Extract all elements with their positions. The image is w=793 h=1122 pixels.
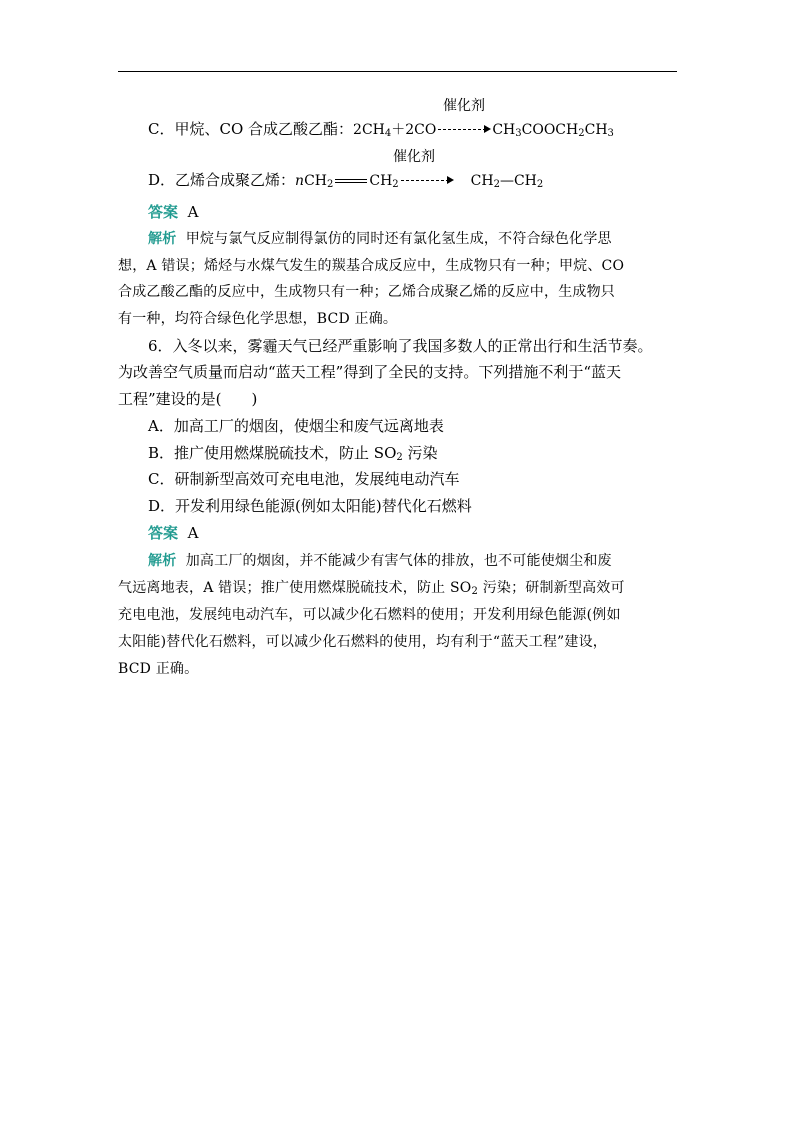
double-bond: [333, 170, 369, 190]
option-c-lhs: $2CH_4+2CO$: [353, 122, 437, 139]
option-c: [148, 119, 680, 140]
option-d-product: $CH_2—CH_2$: [470, 173, 544, 190]
q6-stem-line: 6．入冬以来，雾霾天气已经严重影响了我国多数人的正常出行和生活节奏。: [148, 337, 653, 355]
q6-explain-line: 太阳能)替代化石燃料，可以减少化石燃料的使用，均有利于“蓝天工程”建设，: [118, 634, 607, 650]
q5-explain-line: 有一种，均符合绿色化学思想，BCD 正确。: [118, 311, 398, 327]
catalyst-label-c: 催化剂: [443, 98, 485, 114]
explain-text: 加高工厂的烟囱，并不能减少有害气体的排放，也不可能使烟尘和废: [185, 553, 612, 569]
option-d-reactant2: $CH_2$: [369, 173, 399, 190]
option-d-reactant: $CH_2$: [304, 173, 334, 190]
q6-stem-line: 工程”建设的是( ): [118, 390, 258, 408]
q6-explain-line: 充电电池，发展纯电动汽车，可以减少化石燃料的使用；开发利用绿色能源(例如: [118, 607, 621, 623]
q6-answer: [148, 523, 680, 543]
q5-explain-line: 想，A 错误；烯烃与水煤气发生的羰基合成反应中，生成物只有一种；甲烷、CO: [118, 258, 625, 274]
catalyst-label-d: 催化剂: [393, 149, 435, 165]
reaction-arrow: [436, 119, 492, 139]
explain-text: 甲烷与氯气反应制得氯仿的同时还有氯化氢生成，不符合绿色化学思: [185, 231, 612, 247]
q6-stem-line: 为改善空气质量而启动“蓝天工程”得到了全民的支持。下列措施不利于“蓝天: [118, 363, 622, 381]
q6-explain-line: 气远离地表，A 错误；推广使用燃煤脱硫技术，防止 $SO_2$ 污染；研制新型高效可: [118, 580, 625, 597]
answer-label: 答案: [148, 524, 179, 542]
header-rule: [118, 71, 677, 72]
option-c-rhs: $CH_3COOCH_2CH_3$: [492, 122, 614, 139]
q6-explain-line: BCD 正确。: [118, 661, 199, 677]
option-d-n: n: [295, 173, 305, 189]
q6-option-b: B．推广使用燃煤脱硫技术，防止 $SO_2$ 污染: [148, 444, 438, 463]
q5-explain-line: 合成乙酸乙酯的反应中，生成物只有一种；乙烯合成聚乙烯的反应中，生成物只: [118, 284, 615, 300]
option-c-prefix: C．甲烷、CO 合成乙酸乙酯：: [148, 120, 354, 138]
option-d-prefix: D．乙烯合成聚乙烯：: [148, 171, 296, 189]
q6-option-c: C．研制新型高效可充电电池，发展纯电动汽车: [148, 470, 460, 488]
answer-value: A: [187, 524, 199, 542]
answer-label: 答案: [148, 203, 179, 221]
q5-explain-line: [148, 229, 680, 249]
option-d: [148, 170, 680, 191]
answer-value: A: [187, 203, 199, 221]
explain-label: 解析: [148, 553, 177, 569]
q5-answer: [148, 202, 680, 222]
reaction-arrow: [399, 170, 455, 190]
explain-label: 解析: [148, 231, 177, 247]
q6-explain-line: [148, 551, 680, 571]
q6-option-a: A．加高工厂的烟囱，使烟尘和废气远离地表: [148, 417, 444, 435]
q6-option-d: D．开发利用绿色能源(例如太阳能)替代化石燃料: [148, 497, 472, 515]
